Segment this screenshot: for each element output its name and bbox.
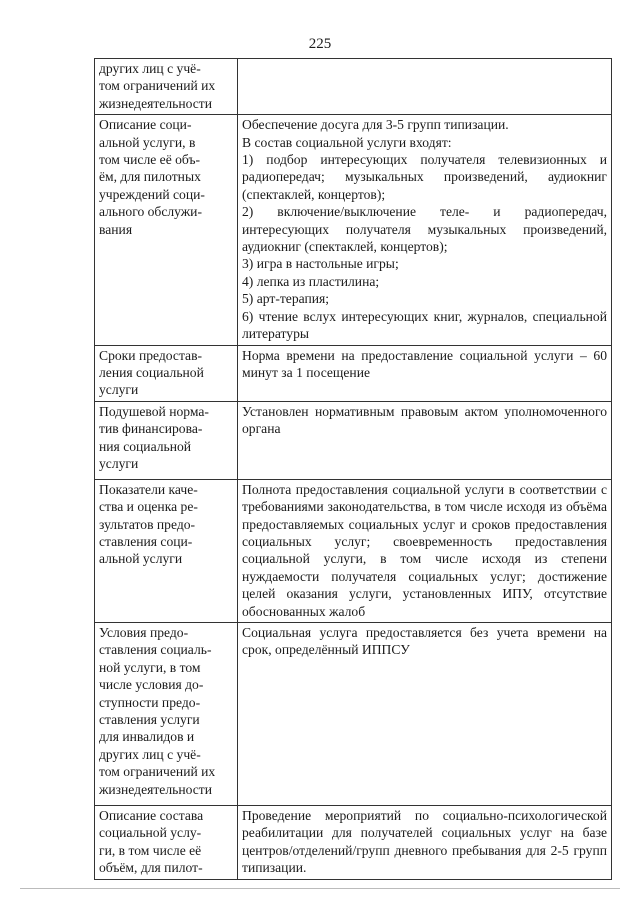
row-content-paragraph: 6) чтение вслух интересующих книг, журналов, специальной литературы	[242, 308, 607, 342]
row-label-line: для инвалидов и	[99, 729, 195, 745]
row-label-line: альной услуги, в	[99, 134, 196, 150]
row-label-line: ставления социаль-	[99, 642, 212, 658]
row-label-cell	[95, 401, 238, 479]
row-label-line: том ограничений их	[99, 78, 216, 94]
row-label-line: том ограничений их	[99, 764, 216, 780]
row-content-paragraph: Полнота предоставления социальной услуги в соответствии с требованиями законодательства, в том числе исходя из объёма предоставляемых социальных услуг и сроков предоставления социальных услуг; своевременность предоставления социальной услуги, в том числе исходя из степени нуждаемости получателя социальных услуг; достижение целей оказания услуги, установленных ИПУ, отсутствие обоснованных жалоб	[242, 481, 607, 619]
row-content-cell	[238, 805, 612, 879]
row-content-paragraph: 3) игра в настольные игры;	[242, 256, 399, 272]
row-label-line: социальной услу-	[99, 825, 202, 841]
table-row	[95, 622, 612, 805]
table-row	[95, 479, 612, 622]
row-label-line: вания	[99, 221, 133, 237]
row-label-line: ём, для пилотных	[99, 169, 201, 185]
row-content-paragraph: 5) арт-терапия;	[242, 291, 330, 307]
row-label-line: тив финансирова-	[99, 421, 203, 437]
row-content-paragraph: 2) включение/выключение теле- и радиопередач, интересующих получателя музыкальных произведений, аудиокниг (спектаклей, концертов);	[242, 204, 607, 255]
row-content-cell	[238, 479, 612, 622]
row-label-line: альной услуги	[99, 551, 183, 567]
table-row	[95, 59, 612, 115]
row-label-line: Сроки предостав-	[99, 347, 203, 363]
row-label-cell	[95, 345, 238, 401]
row-label-line: других лиц с учё-	[99, 61, 201, 76]
row-label-line: ги, в том числе её	[99, 842, 202, 858]
table-row	[95, 115, 612, 345]
row-label-line: числе условия до-	[99, 677, 204, 693]
table-row	[95, 805, 612, 879]
row-label-line: других лиц с учё-	[99, 746, 201, 762]
row-label-line: Условия предо-	[99, 624, 189, 640]
row-label-line: объём, для пилот-	[99, 860, 203, 876]
row-label-line: зультатов предо-	[99, 516, 196, 532]
row-content-paragraph: Обеспечение досуга для 3-5 групп типизации.	[242, 117, 509, 133]
row-label-cell	[95, 622, 238, 805]
row-content-cell	[238, 59, 612, 115]
row-content-cell	[238, 345, 612, 401]
row-label-line: ления социальной	[99, 364, 204, 380]
row-content-cell	[238, 622, 612, 805]
row-content-cell	[238, 401, 612, 479]
row-label-cell	[95, 115, 238, 345]
row-content-paragraph: 1) подбор интересующих получателя телевизионных и радиопередач; музыкальных произведений, аудиокниг (спектаклей, концертов);	[242, 152, 607, 202]
row-content-paragraph: Установлен нормативным правовым актом уполномоченного органа	[242, 403, 607, 437]
row-label-line: Описание соци-	[99, 117, 192, 133]
row-content-paragraph: В состав социальной услуги входят:	[242, 134, 452, 150]
row-label-cell	[95, 479, 238, 622]
row-label-line: том числе её объ-	[99, 152, 201, 168]
row-label-cell	[95, 805, 238, 879]
row-label-line: ния социальной	[99, 438, 192, 454]
row-label-line: учреждений соци-	[99, 186, 205, 202]
page-number: 225	[308, 36, 332, 52]
row-label-line: услуги	[99, 382, 139, 398]
row-label-line: ства и оценка ре-	[99, 499, 198, 515]
row-content-paragraph: Проведение мероприятий по социально-психологической реабилитации для получателей социальных услуг на базе центров/отделений/групп дневного пребывания для 2-5 групп типизации.	[242, 807, 607, 876]
row-content-paragraph: Социальная услуга предоставляется без учета времени на срок, определённый ИППСУ	[242, 624, 607, 658]
row-label-line: Показатели каче-	[99, 481, 198, 497]
row-label-line: Описание состава	[99, 807, 204, 823]
row-label-line: ступности предо-	[99, 694, 201, 710]
table-row	[95, 401, 612, 479]
table-row	[95, 345, 612, 401]
row-label-line: жизнедеятельности	[99, 95, 212, 111]
row-label-line: ставления услуги	[99, 712, 200, 727]
row-label-line: ального обслужи-	[99, 204, 202, 220]
row-label-line: ставления соци-	[99, 533, 193, 549]
row-label-line: услуги	[99, 455, 139, 471]
row-content-paragraph: 4) лепка из пластилина;	[242, 273, 380, 289]
service-table	[94, 58, 612, 880]
row-content-paragraph: Норма времени на предоставление социальной услуги – 60 минут за 1 посещение	[242, 347, 607, 380]
row-label-line: жизнедеятельности	[99, 781, 212, 797]
scan-artifact-line	[20, 888, 620, 889]
row-label-line: Подушевой норма-	[99, 403, 209, 419]
row-label-cell	[95, 59, 238, 115]
row-label-line: ной услуги, в том	[99, 659, 201, 675]
row-content-cell	[238, 115, 612, 345]
